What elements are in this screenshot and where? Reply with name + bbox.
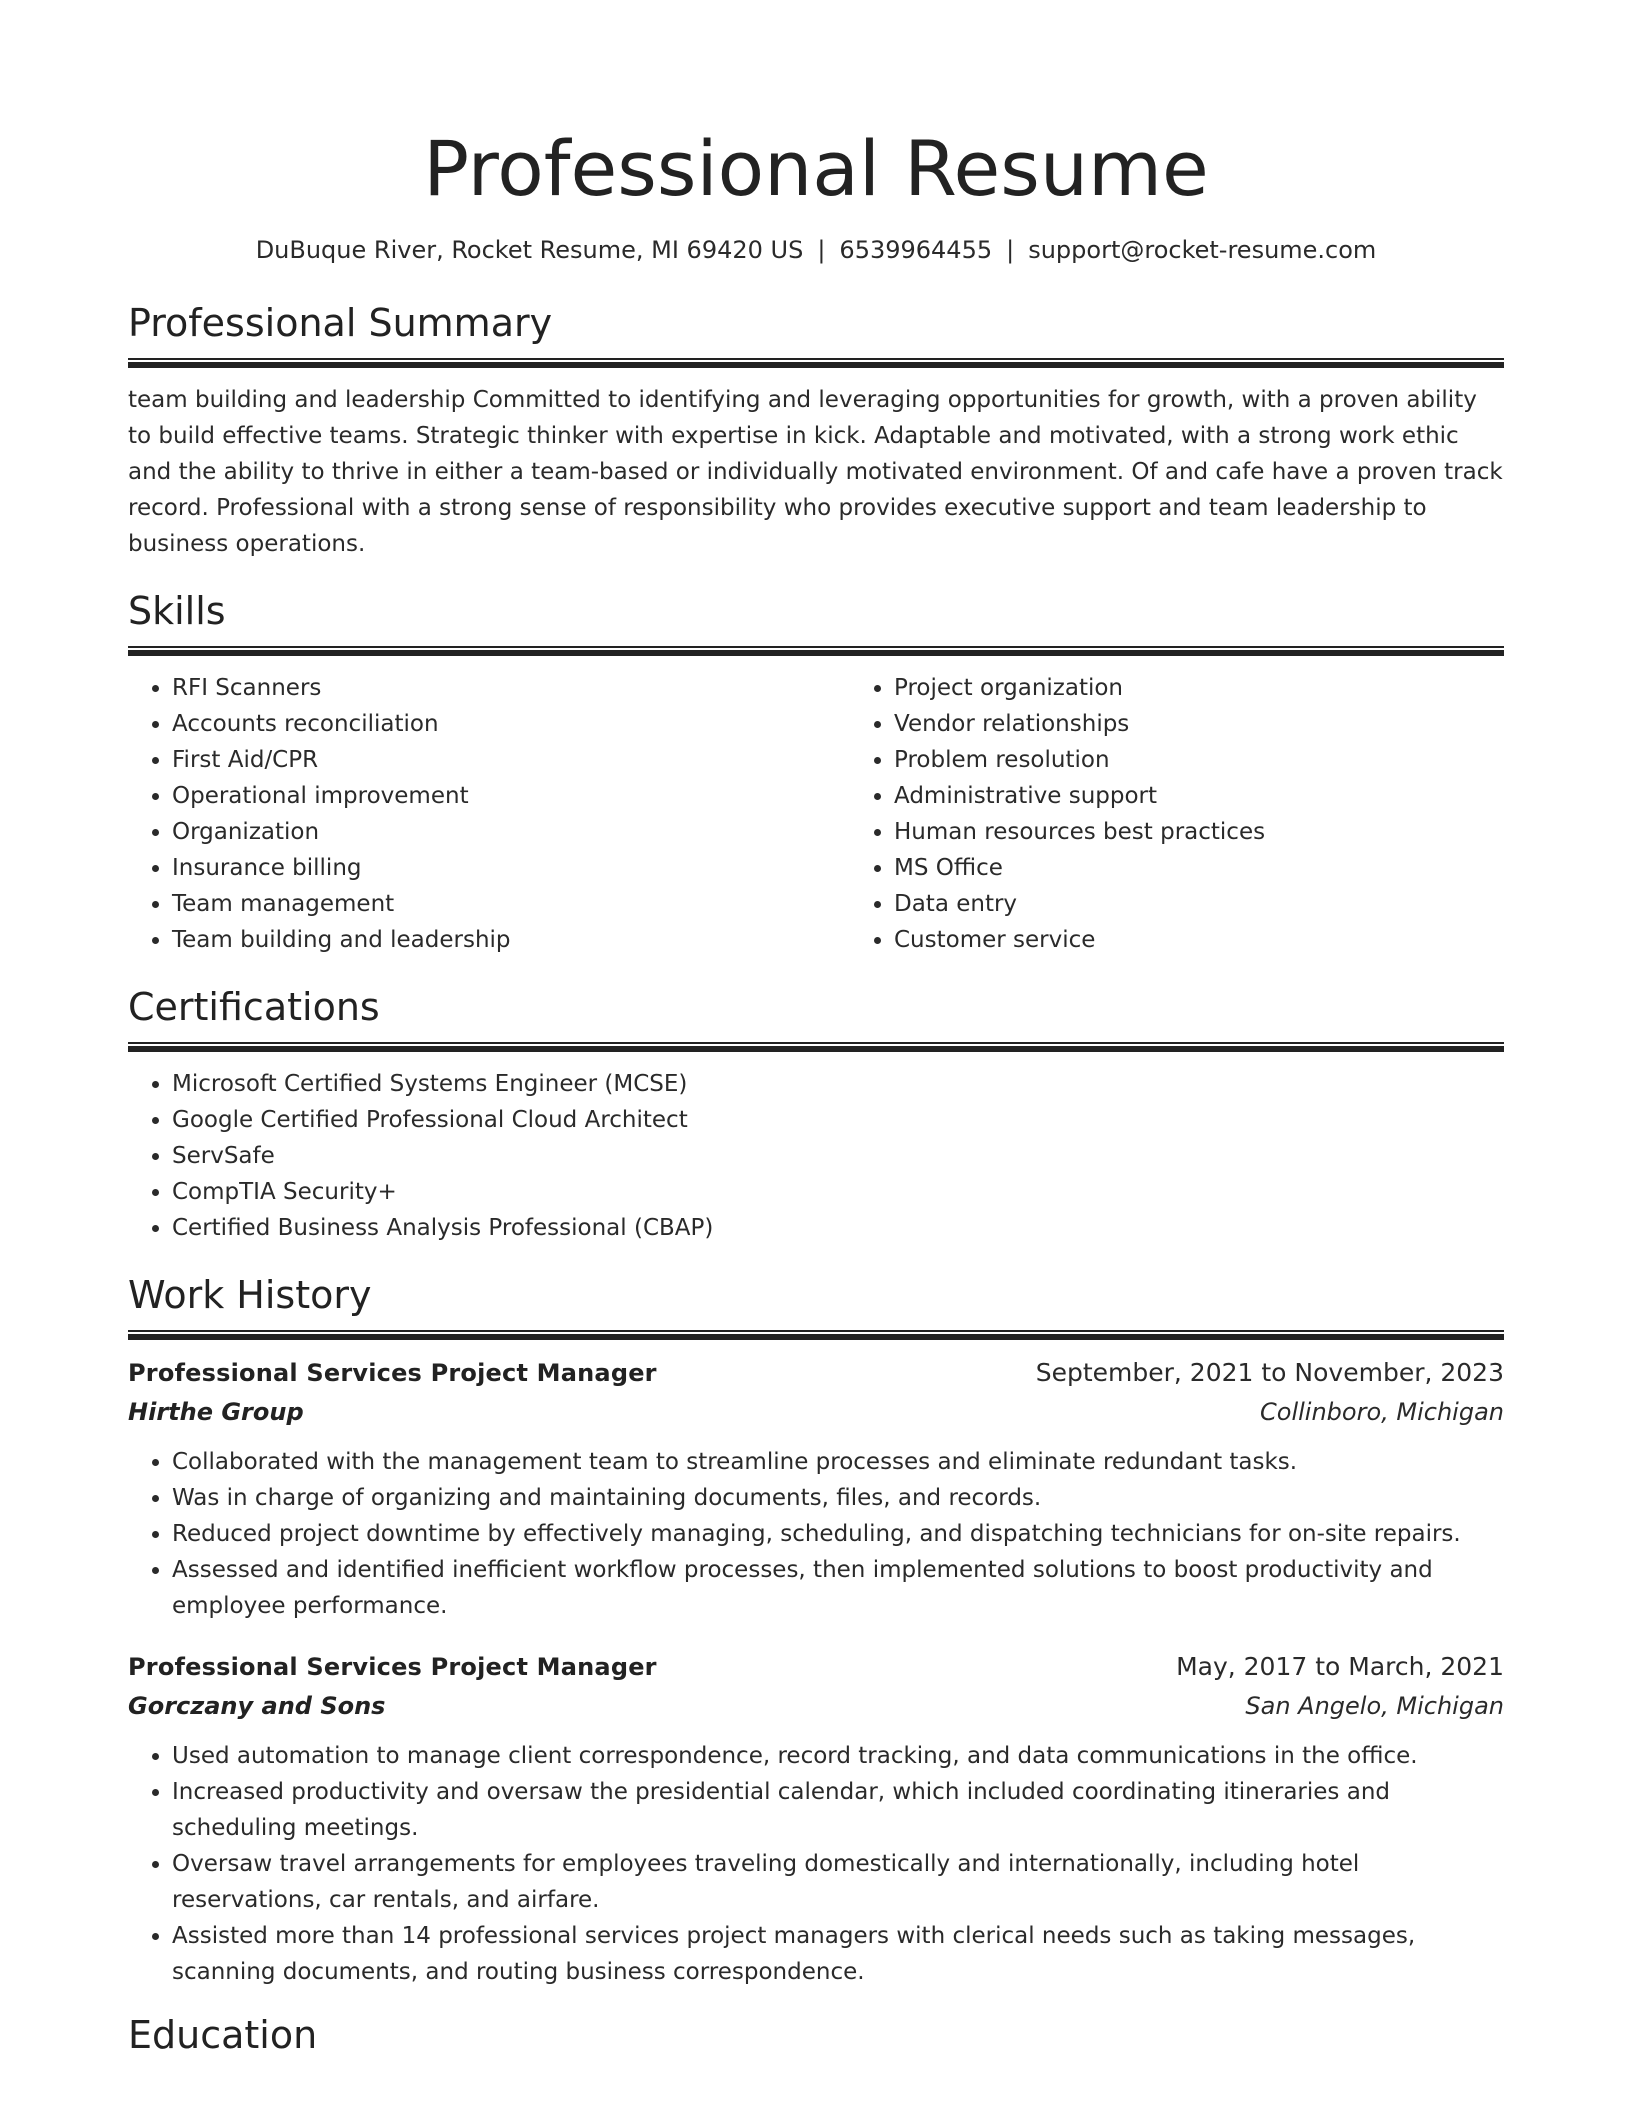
- job-duty: • Collaborated with the management team to streamline processes and eliminate redundant tasks.: [172, 1444, 1504, 1480]
- skill-item: • Team building and leadership: [172, 922, 850, 958]
- job-dates: May, 2017 to March, 2021: [1176, 1652, 1504, 1681]
- certification-item: • CompTIA Security+: [172, 1174, 1504, 1210]
- job-title: Professional Services Project Manager: [128, 1653, 657, 1681]
- skill-item: • Administrative support: [894, 778, 1504, 814]
- certification-item: • Google Certified Professional Cloud Architect: [172, 1102, 1504, 1138]
- certification-item: • Microsoft Certified Systems Engineer (MCSE): [172, 1066, 1504, 1102]
- contact-separator: |: [1006, 236, 1015, 264]
- skill-item: • Operational improvement: [172, 778, 850, 814]
- job-entry: [128, 1354, 1504, 1624]
- skill-item: • Customer service: [894, 922, 1504, 958]
- skill-item: • MS Office: [894, 850, 1504, 886]
- job-duties-list: [128, 1444, 1504, 1624]
- contact-phone: 6539964455: [839, 236, 993, 264]
- job-company: Gorczany and Sons: [128, 1692, 386, 1720]
- job-duty: • Assessed and identified inefficient workflow processes, then implemented solutions to boost productivity and employee performance.: [172, 1552, 1504, 1624]
- job-dates: September, 2021 to November, 2023: [1035, 1358, 1504, 1387]
- work-history-section: [128, 1272, 1504, 1990]
- skill-item: • Project organization: [894, 670, 1504, 706]
- section-divider: [128, 646, 1504, 656]
- job-subheader: [128, 1392, 1504, 1432]
- skills-heading: Skills: [128, 589, 226, 633]
- job-duty: • Assisted more than 14 professional services project managers with clerical needs such as taking messages, scanning documents, and routing business correspondence.: [172, 1918, 1504, 1990]
- job-location: San Angelo, Michigan: [1245, 1692, 1504, 1720]
- contact-address: DuBuque River, Rocket Resume, MI 69420 US: [255, 236, 804, 264]
- job-subheader: [128, 1686, 1504, 1726]
- job-duty: • Increased productivity and oversaw the presidential calendar, which included coordinating itineraries and scheduling meetings.: [172, 1774, 1504, 1846]
- summary-section: [128, 300, 1504, 562]
- skill-item: • First Aid/CPR: [172, 742, 850, 778]
- section-divider: [128, 1330, 1504, 1340]
- job-entry: [128, 1648, 1504, 1990]
- certification-item: • ServSafe: [172, 1138, 1504, 1174]
- certifications-section: [128, 984, 1504, 1246]
- job-duty: • Oversaw travel arrangements for employees traveling domestically and internationally, including hotel reservations, car rentals, and airfare.: [172, 1846, 1504, 1918]
- contact-separator: |: [817, 236, 826, 264]
- education-heading: Education: [128, 2013, 318, 2057]
- skills-section: [128, 588, 1504, 958]
- job-duty: • Used automation to manage client correspondence, record tracking, and data communications in the office.: [172, 1738, 1504, 1774]
- skills-list-right: [850, 670, 1504, 958]
- skill-item: • Human resources best practices: [894, 814, 1504, 850]
- skill-item: • Team management: [172, 886, 850, 922]
- skill-item: • Accounts reconciliation: [172, 706, 850, 742]
- section-divider: [128, 1042, 1504, 1052]
- resume-title: Professional Resume: [423, 124, 1209, 213]
- skill-item: • Organization: [172, 814, 850, 850]
- contact-email: support@rocket-resume.com: [1028, 236, 1377, 264]
- summary-text: team building and leadership Committed to identifying and leveraging opportunities for growth, with a proven ability to build effective teams. Strategic thinker with expertise in kick. Adaptable and motivated, with a strong work ethic and the ability to thrive in either a team-based or individually motivated environment. Of and cafe have a proven track record. Professional with a strong sense of responsibility who provides executive support and team leadership to business operations.: [128, 387, 1503, 557]
- job-header: [128, 1354, 1504, 1392]
- job-location: Collinboro, Michigan: [1260, 1398, 1504, 1426]
- skill-item: • Data entry: [894, 886, 1504, 922]
- job-title: Professional Services Project Manager: [128, 1359, 657, 1387]
- certifications-heading: Certifications: [128, 985, 380, 1029]
- skills-columns: [128, 670, 1504, 958]
- section-divider: [128, 358, 1504, 368]
- contact-line: [128, 234, 1504, 266]
- job-duty: • Was in charge of organizing and maintaining documents, files, and records.: [172, 1480, 1504, 1516]
- summary-heading: Professional Summary: [128, 301, 553, 345]
- work-history-heading: Work History: [128, 1273, 372, 1317]
- skill-item: • Insurance billing: [172, 850, 850, 886]
- job-company: Hirthe Group: [128, 1398, 304, 1426]
- certification-item: • Certified Business Analysis Professional (CBAP): [172, 1210, 1504, 1246]
- skills-list-left: [128, 670, 850, 958]
- job-duty: • Reduced project downtime by effectively managing, scheduling, and dispatching technicians for on-site repairs.: [172, 1516, 1504, 1552]
- skill-item: • Problem resolution: [894, 742, 1504, 778]
- education-section: [128, 2012, 1504, 2058]
- skill-item: • Vendor relationships: [894, 706, 1504, 742]
- certifications-list: [128, 1066, 1504, 1246]
- skill-item: • RFI Scanners: [172, 670, 850, 706]
- job-header: [128, 1648, 1504, 1686]
- job-duties-list: [128, 1738, 1504, 1990]
